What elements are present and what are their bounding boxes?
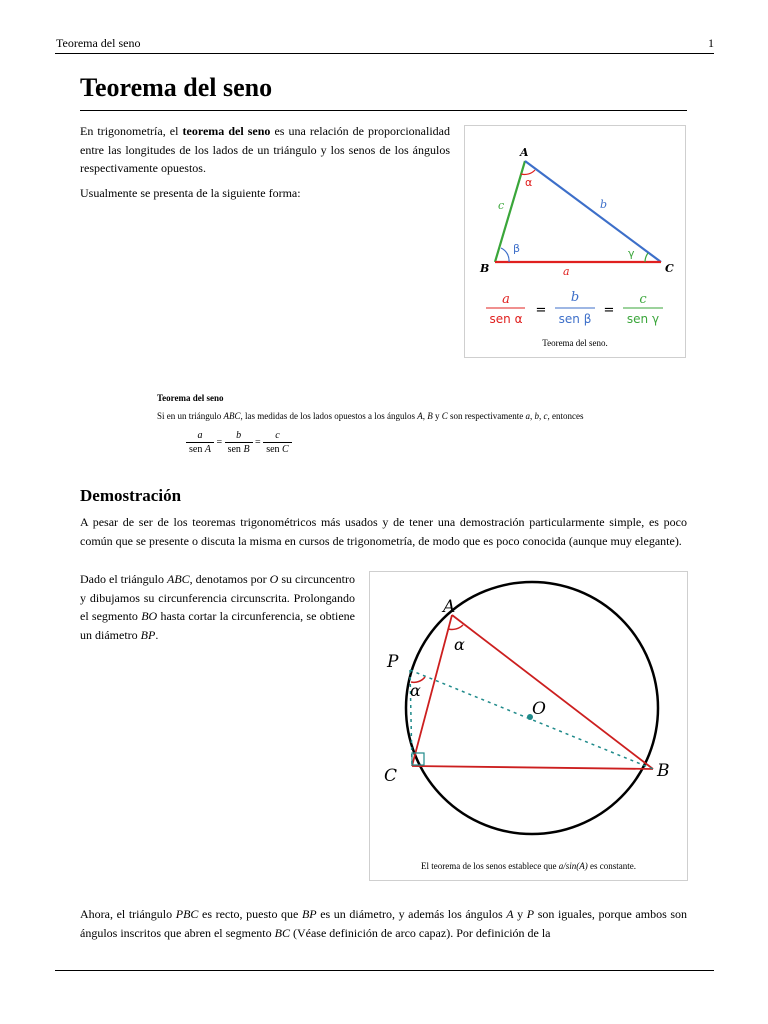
section-heading-demostracion: Demostración <box>80 486 182 505</box>
segment-CB <box>412 766 653 769</box>
text-run: BC <box>274 925 290 940</box>
text-run: son iguales, porque ambos son ángulos inscritos que abren el segmento <box>80 907 688 940</box>
text-run: Dado el triángulo <box>80 572 167 586</box>
title-divider <box>80 110 687 111</box>
text-run: . <box>155 628 159 643</box>
demo-paragraph-2 <box>80 570 355 645</box>
figure2-caption: El teorema de los senos establece que a/sin(A) es constante. <box>421 861 636 871</box>
side-b <box>525 161 661 262</box>
vertex-A-label: A <box>520 146 529 159</box>
text-run: BO <box>141 609 158 624</box>
text-run: su circuncentro y dibujamos su circunferencia circunscrita. Prolongando el segmento <box>80 572 355 624</box>
circumcircle-diagram <box>370 572 687 880</box>
text-run: hasta cortar la circunferencia, se obtiene un diámetro <box>80 609 355 643</box>
text-run: PBC <box>175 907 199 921</box>
text-run: ABC <box>167 572 190 586</box>
angle-alpha-label-P: α <box>410 681 421 700</box>
point-O-label: O <box>532 699 546 719</box>
text-run: y <box>513 907 527 921</box>
gamma-label: γ <box>628 247 635 260</box>
angle-A-arc <box>448 625 463 629</box>
text-run: (Véase definición de arco capaz). Por definición de la <box>289 925 551 940</box>
text-run: BP <box>301 907 317 921</box>
angle-beta-arc <box>501 248 509 262</box>
figure-sine-law <box>464 125 686 358</box>
side-b-label: b <box>600 198 608 211</box>
text-run: O <box>269 572 279 586</box>
formula-num-a: a <box>502 292 510 307</box>
figure-caption: Teorema del seno. <box>542 338 608 348</box>
formula-den-c: sen γ <box>626 312 660 326</box>
sine-law-diagram <box>465 126 685 357</box>
segment-AB <box>452 615 653 769</box>
text-run: , denotamos por <box>189 572 270 586</box>
formula-eq-1: = <box>535 303 547 318</box>
formula-eq-2: = <box>603 303 615 318</box>
point-P-label: P <box>387 652 399 672</box>
text-run: Ahora, el triángulo <box>80 907 176 921</box>
formula-den-a: sen α <box>489 312 523 326</box>
vertex-B-label: B <box>480 262 490 275</box>
vertex-C-label: C <box>665 262 674 275</box>
footer-divider <box>55 970 714 971</box>
running-header-title: Teorema del seno <box>56 36 141 50</box>
header-divider <box>55 53 714 54</box>
page-title: Teorema del seno <box>80 73 273 102</box>
alpha-label: α <box>525 176 533 189</box>
formula-num-c: c <box>639 292 647 307</box>
angle-alpha-label-A: α <box>454 635 465 654</box>
figure-circumcircle-proof <box>369 571 688 881</box>
side-c-label: c <box>498 199 505 212</box>
demo-paragraph-3 <box>80 905 687 942</box>
theorem-statement: Si en un triángulo ABC, las medidas de los lados opuestos a los ángulos A, B y C son respectivamente a, b, c, entonces <box>157 411 584 421</box>
theorem-formula: $\frac{a}{\text{sen A}}$ = $\frac{b}{\text{sen B}}$ = $\frac{c}{\text{sen C}}$ <box>186 429 292 456</box>
text-run: es recto, puesto que <box>198 907 302 921</box>
point-C-label: C <box>384 766 398 786</box>
text-run: P <box>526 907 535 921</box>
page-number: 1 <box>708 36 714 50</box>
text-run: es un diámetro, y además los ángulos <box>316 907 507 921</box>
theorem-title: Teorema del seno <box>157 393 224 403</box>
text-run: A <box>506 907 514 921</box>
point-B-label: B <box>657 761 670 781</box>
intro-paragraph: En trigonometría, el teorema del seno es una relación de proporcionalidad entre las longitudes de los lados de un triángulo y los senos de los ángulos respectivamente opuestos. <box>80 124 450 176</box>
angle-gamma-arc <box>645 253 648 262</box>
side-a-label: a <box>563 265 570 278</box>
intro-bold-term: teorema del seno <box>182 124 271 138</box>
point-A-label: A <box>443 597 456 617</box>
text-run: BP <box>140 628 156 643</box>
intro-paragraph-2: Usualmente se presenta de la siguiente forma: <box>80 186 301 200</box>
beta-label: β <box>513 242 521 255</box>
formula-num-b: b <box>570 290 580 305</box>
formula-den-b: sen β <box>558 312 592 326</box>
demo-paragraph-1: A pesar de ser de los teoremas trigonométricos más usados y de tener una demostración particularmente simple, es poco común que se presente o discuta la misma en cursos de trigonometría, de modo que es poco conocida (aunque muy elegante). <box>80 515 687 548</box>
